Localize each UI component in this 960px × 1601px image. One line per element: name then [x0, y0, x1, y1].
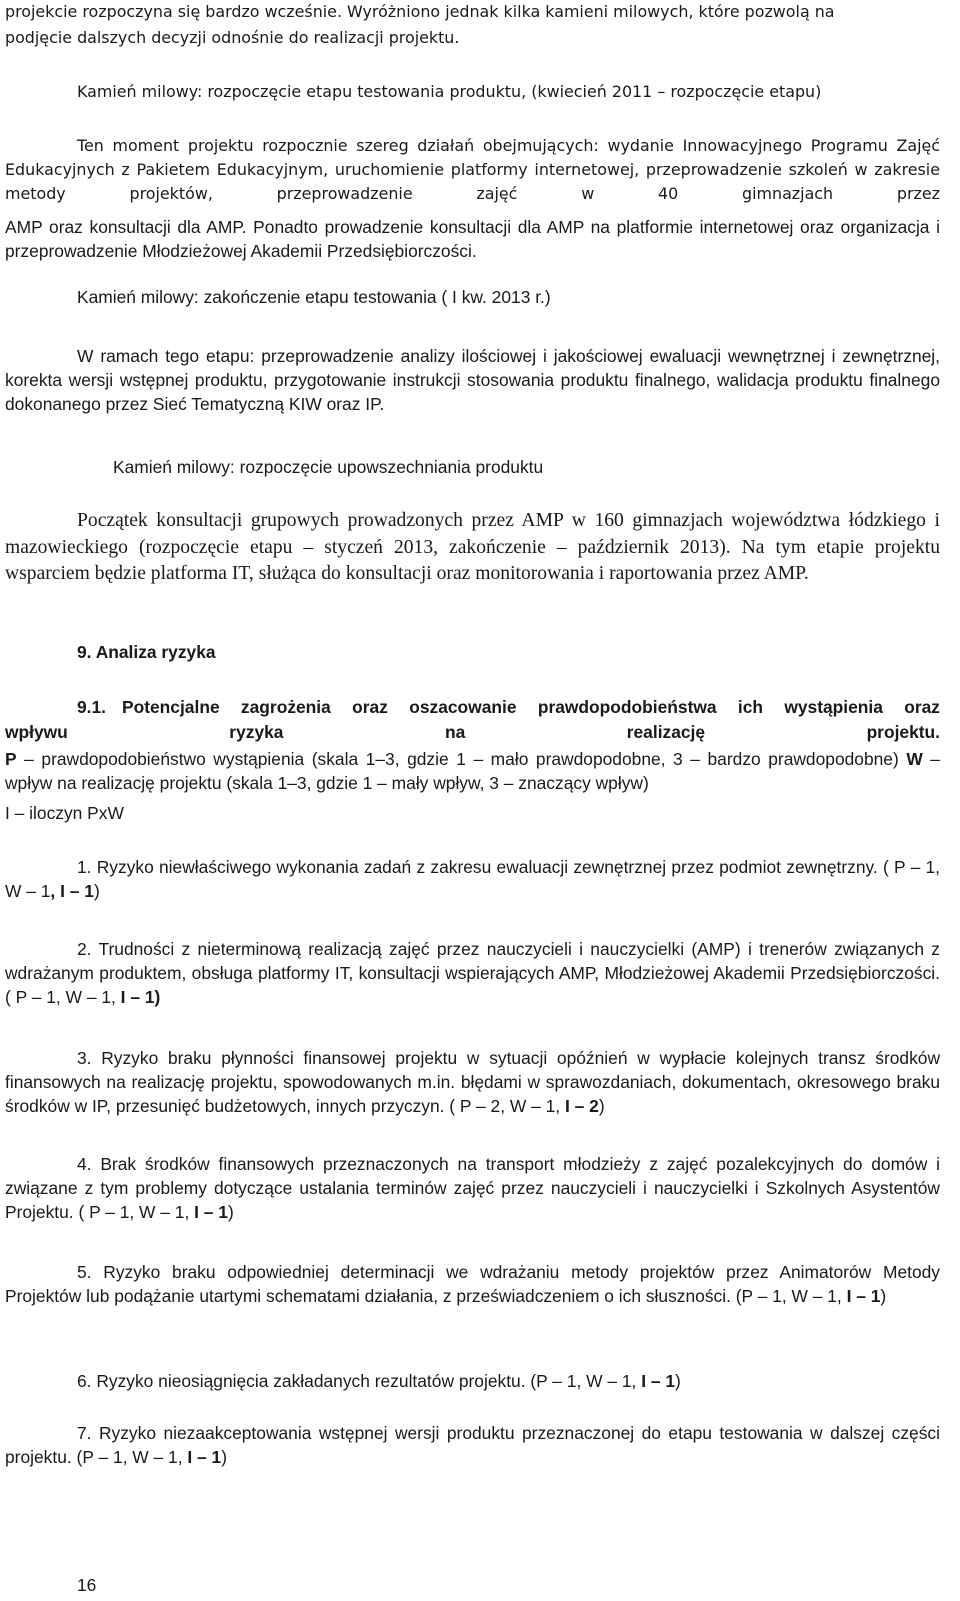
legend-p-letter: P: [5, 749, 17, 769]
legend-p-text: – prawdopodobieństwo wystąpienia (skala 1–3, gdzie 1 – mało prawdopodobne, 3 – bardzo prawdopodobne): [16, 749, 907, 769]
risk-item: 2. Trudności z nieterminową realizacją zajęć przez nauczycieli i nauczycielki (AMP) i trenerów związanych z wdrażanym produktem, obsługa platformy IT, konsultacji wspierających AMP, Młodzieżowej Akademii Przedsiębiorczości. ( P – 1, W – 1, I – 1): [5, 939, 940, 1008]
milestone-2-body: W ramach tego etapu: przeprowadzenie analizy ilościowej i jakościowej ewaluacji wewnętrznej i zewnętrznej, korekta wersji wstępnej produktu, przygotowanie instrukcji stosowania produktu finalnego, walidacja produktu finalnego dokonanego przez Sieć Tematyczną KIW oraz IP.: [5, 346, 940, 415]
risk-item: 7. Ryzyko niezaakceptowania wstępnej wersji produktu przeznaczonej do etapu testowania w dalszej części projektu. (P – 1, W – 1, I – 1): [5, 1423, 940, 1468]
risk-item: 1. Ryzyko niewłaściwego wykonania zadań z zakresu ewaluacji zewnętrznej przez podmiot zewnętrzny. ( P – 1, W – 1, I – 1): [5, 857, 940, 902]
section-9-1-title-line-2: wpływu ryzyka na realizację projektu.: [5, 722, 940, 742]
risk-item: 5. Ryzyko braku odpowiedniej determinacji we wdrażaniu metody projektów przez Animatorów Metody Projektów lub podążanie utartymi schematami działania, z przeświadczeniem o ich słuszności. (P – 1, W – 1, I – 1): [5, 1262, 940, 1307]
risk-item: 4. Brak środków finansowych przeznaczonych na transport młodzieży z zajęć pozalekcyjnych do domów i związane z tym problemy dotyczące ustalania terminów zajęć przez nauczycieli i nauczycielki i Szkolnych Asystentów Projektu. ( P – 1, W – 1, I – 1): [5, 1154, 940, 1223]
legend-w-letter: W: [906, 749, 923, 769]
milestone-2-heading: Kamień milowy: zakończenie etapu testowania ( I kw. 2013 r.): [77, 287, 551, 307]
legend-i-line: I – iloczyn PxW: [5, 803, 124, 823]
risk-item: 6. Ryzyko nieosiągnięcia zakładanych rezultatów projektu. (P – 1, W – 1, I – 1): [77, 1371, 681, 1391]
section-9-1-number: 9.1.: [77, 697, 107, 717]
section-9-title: 9. Analiza ryzyka: [77, 642, 216, 662]
intro-line-1: projekcie rozpoczyna się bardzo wcześnie. Wyróżniono jednak kilka kamieni milowych, które pozwolą na: [5, 2, 835, 21]
page-number: 16: [77, 1575, 97, 1595]
legend-w-text: – wpływ na realizację projektu (skala 1–3, gdzie 1 – mały wpływ, 3 – znaczący wpływ): [5, 749, 940, 794]
milestone-1-body-rest: AMP oraz konsultacji dla AMP. Ponadto prowadzenie konsultacji dla AMP na platformie internetowej oraz organizacja i przeprowadzenie Młodzieżowej Akademii Przedsiębiorczości.: [5, 217, 940, 262]
risk-item: 3. Ryzyko braku płynności finansowej projektu w sytuacji opóźnień w wypłacie kolejnych transz środków finansowych na realizację projektu, spowodowanych m.in. błędami w sprawozdaniach, dokumentach, okresowego braku środków w IP, przesunięć budżetowych, innych przyczyn. ( P – 2, W – 1, I – 2): [5, 1048, 940, 1117]
scale-legend: [5, 747, 940, 795]
section-9-1-title-line-1: Potencjalne zagrożenia oraz oszacowanie prawdopodobieństwa ich wystąpienia oraz: [122, 697, 940, 717]
intro-line-2: podjęcie dalszych decyzji odnośnie do realizacji projektu.: [5, 28, 460, 47]
milestone-1-body-sans: Ten moment projektu rozpocznie szereg działań obejmujących: wydanie Innowacyjnego Programu Zajęć Edukacyjnych z Pakietem Edukacyjnym, uruchomienie platformy internetowej, przeprowadzenie szkoleń w zakresie metody projektów, przeprowadzenie zajęć w 40 gimnazjach przez: [5, 136, 940, 204]
milestone-3-heading: Kamień milowy: rozpoczęcie upowszechniania produktu: [113, 457, 544, 477]
milestone-3-body: Początek konsultacji grupowych prowadzonych przez AMP w 160 gimnazjach województwa łódzkiego i mazowieckiego (rozpoczęcie etapu – styczeń 2013, zakończenie – październik 2013). Na tym etapie projektu wsparciem będzie platforma IT, służąca do konsultacji oraz monitorowania i raportowania przez AMP.: [5, 510, 940, 584]
milestone-1-heading: Kamień milowy: rozpoczęcie etapu testowania produktu, (kwiecień 2011 – rozpoczęcie etapu): [77, 82, 822, 101]
